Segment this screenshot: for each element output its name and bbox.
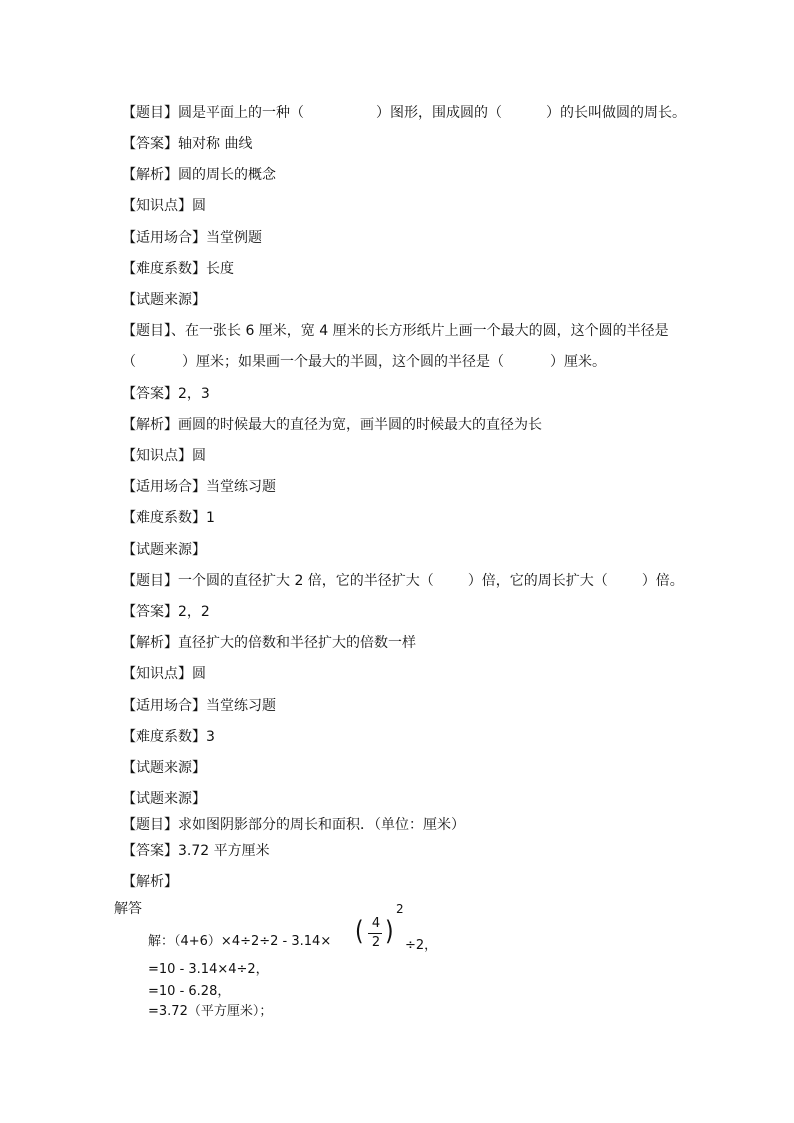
- q4-step-2: =10 - 6.28，: [148, 984, 231, 999]
- q1-answer: 【答案】轴对称 曲线: [122, 136, 253, 152]
- q1-title-tag: 【题目】: [122, 105, 178, 121]
- q1-title: [122, 104, 686, 122]
- q4-source: 【试题来源】: [122, 791, 206, 807]
- q3-source: 【试题来源】: [122, 760, 206, 776]
- q2-answer: 【答案】2，3: [122, 386, 210, 402]
- q4-fraction-bar: [368, 933, 382, 934]
- q4-fraction-numerator: 4: [371, 916, 381, 931]
- q4-formula-start: 解：（4+6）×4÷2÷2 - 3.14×: [148, 934, 332, 949]
- q4-formula-end: ÷2，: [405, 938, 438, 953]
- q2-scene: 【适用场合】当堂练习题: [122, 479, 276, 495]
- q3-title-c: ）倍。: [641, 573, 684, 589]
- q3-answer: 【答案】2，2: [122, 604, 210, 620]
- q1-source: 【试题来源】: [122, 292, 206, 308]
- q4-analysis: 【解析】: [122, 874, 178, 890]
- q2-analysis: 【解析】画圆的时候最大的直径为宽，画半圆的时候最大的直径为长: [122, 417, 542, 433]
- q2-difficulty: 【难度系数】1: [122, 510, 215, 526]
- q4-answer: 【答案】3.72 平方厘米: [122, 843, 270, 859]
- q3-difficulty: 【难度系数】3: [122, 729, 215, 745]
- q3-analysis: 【解析】直径扩大的倍数和半径扩大的倍数一样: [122, 635, 416, 651]
- q1-analysis: 【解析】圆的周长的概念: [122, 167, 276, 183]
- q4-solution-label: 解答: [114, 901, 142, 917]
- q2-title-line1: 【题目】、在一张长 6 厘米，宽 4 厘米的长方形纸片上画一个最大的圆，这个圆的半径是: [122, 323, 669, 339]
- q3-title: [122, 572, 684, 590]
- q4-step-3: =3.72（平方厘米）；: [148, 1004, 273, 1019]
- q4-fraction-exponent: 2: [396, 902, 404, 916]
- q4-fraction-left-paren: (: [355, 917, 364, 948]
- q3-title-b: ）倍，它的周长扩大（: [467, 573, 608, 589]
- q2-title-line2-a: （: [122, 354, 136, 370]
- q1-title-b: ）图形，围成圆的（: [376, 105, 502, 121]
- q4-step-1: =10 - 3.14×4÷2，: [148, 962, 269, 977]
- q1-title-c: ）的长叫做圆的周长。: [546, 105, 686, 121]
- q3-scene: 【适用场合】当堂练习题: [122, 698, 276, 714]
- q2-title-line2-c: ）厘米。: [550, 354, 606, 370]
- q3-knowledge: 【知识点】圆: [122, 666, 206, 682]
- q1-knowledge: 【知识点】圆: [122, 198, 206, 214]
- q4-title: 【题目】求如图阴影部分的周长和面积．（单位：厘米）: [122, 817, 465, 833]
- q3-title-a: 【题目】一个圆的直径扩大 2 倍，它的半径扩大（: [122, 573, 434, 589]
- q1-title-a: 圆是平面上的一种（: [178, 105, 304, 121]
- q2-knowledge: 【知识点】圆: [122, 448, 206, 464]
- q1-scene: 【适用场合】当堂例题: [122, 230, 262, 246]
- q4-fraction: [355, 916, 405, 956]
- q1-difficulty: 【难度系数】长度: [122, 261, 234, 277]
- q2-title-line2-b: ）厘米；如果画一个最大的半圆，这个圆的半径是（: [182, 354, 504, 370]
- q4-fraction-denominator: 2: [371, 935, 381, 950]
- q2-title-line2: [122, 353, 606, 371]
- q2-source: 【试题来源】: [122, 542, 206, 558]
- q4-fraction-right-paren: ): [385, 917, 394, 948]
